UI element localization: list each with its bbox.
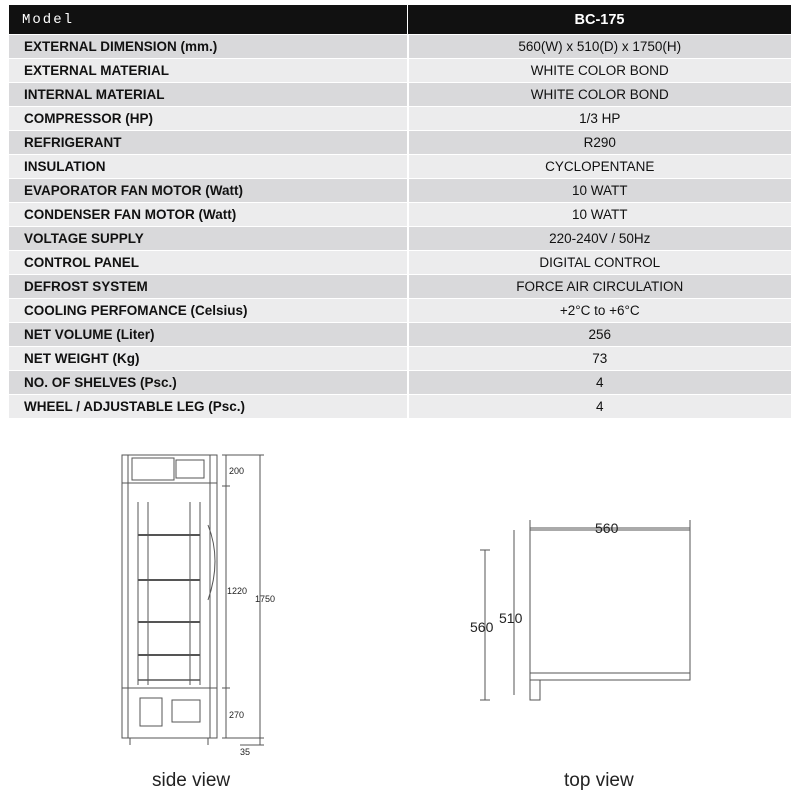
side-view-caption: side view [152, 770, 231, 791]
spec-value: 560(W) x 510(D) x 1750(H) [408, 35, 792, 59]
spec-value: CYCLOPENTANE [408, 155, 792, 179]
header-model-label: Model [9, 5, 408, 35]
spec-label: NET WEIGHT (Kg) [9, 347, 408, 371]
table-row [9, 83, 791, 107]
spec-label: COMPRESSOR (HP) [9, 107, 408, 131]
table-row [9, 131, 791, 155]
top-dim-inner-depth: 510 [499, 610, 523, 626]
spec-label: EVAPORATOR FAN MOTOR (Watt) [9, 179, 408, 203]
spec-label: INSULATION [9, 155, 408, 179]
spec-value: 10 WATT [408, 203, 792, 227]
top-dim-outer-depth: 560 [470, 619, 494, 635]
side-dim-top: 200 [229, 466, 245, 476]
table-row [9, 251, 791, 275]
table-row [9, 35, 791, 59]
spec-label: DEFROST SYSTEM [9, 275, 408, 299]
side-dim-bottom: 270 [229, 710, 245, 720]
spec-value: WHITE COLOR BOND [408, 59, 792, 83]
spec-label: EXTERNAL DIMENSION (mm.) [9, 35, 408, 59]
spec-label: REFRIGERANT [9, 131, 408, 155]
spec-label: NO. OF SHELVES (Psc.) [9, 371, 408, 395]
spec-label: CONTROL PANEL [9, 251, 408, 275]
spec-label: NET VOLUME (Liter) [9, 323, 408, 347]
spec-value: R290 [408, 131, 792, 155]
spec-value: WHITE COLOR BOND [408, 83, 792, 107]
spec-value: 10 WATT [408, 179, 792, 203]
table-row [9, 395, 791, 419]
table-row [9, 347, 791, 371]
spec-value: 4 [408, 395, 792, 419]
spec-label: VOLTAGE SUPPLY [9, 227, 408, 251]
compressor-icon [140, 698, 162, 726]
spec-value: 220-240V / 50Hz [408, 227, 792, 251]
spec-value: 1/3 HP [408, 107, 792, 131]
spec-value: FORCE AIR CIRCULATION [408, 275, 792, 299]
spec-label: CONDENSER FAN MOTOR (Watt) [9, 203, 408, 227]
table-row [9, 59, 791, 83]
top-view-drawing [450, 505, 710, 720]
table-row [9, 107, 791, 131]
spec-label: COOLING PERFOMANCE (Celsius) [9, 299, 408, 323]
spec-label: INTERNAL MATERIAL [9, 83, 408, 107]
side-dim-middle: 1220 [227, 586, 248, 596]
spec-value: 256 [408, 323, 792, 347]
spec-label: WHEEL / ADJUSTABLE LEG (Psc.) [9, 395, 408, 419]
spec-label: EXTERNAL MATERIAL [9, 59, 408, 83]
control-panel-block [132, 458, 174, 480]
table-row [9, 299, 791, 323]
spec-table-body [9, 35, 791, 419]
top-view-caption: top view [564, 770, 634, 791]
table-row [9, 371, 791, 395]
side-dim-leg: 35 [240, 747, 251, 757]
table-row [9, 275, 791, 299]
table-row [9, 323, 791, 347]
table-row [9, 203, 791, 227]
side-view-drawing [110, 450, 300, 760]
cabinet-outline [122, 455, 217, 738]
spec-value: +2°C to +6°C [408, 299, 792, 323]
side-dim-overall: 1750 [255, 594, 276, 604]
table-row [9, 227, 791, 251]
spec-value: 4 [408, 371, 792, 395]
table-row [9, 179, 791, 203]
table-header-row [9, 5, 791, 35]
spec-value: DIGITAL CONTROL [408, 251, 792, 275]
header-model-name: BC-175 [408, 5, 792, 35]
table-row [9, 155, 791, 179]
spec-value: 73 [408, 347, 792, 371]
spec-table [9, 5, 791, 418]
top-outline [530, 530, 690, 680]
top-dim-width: 560 [595, 520, 619, 536]
